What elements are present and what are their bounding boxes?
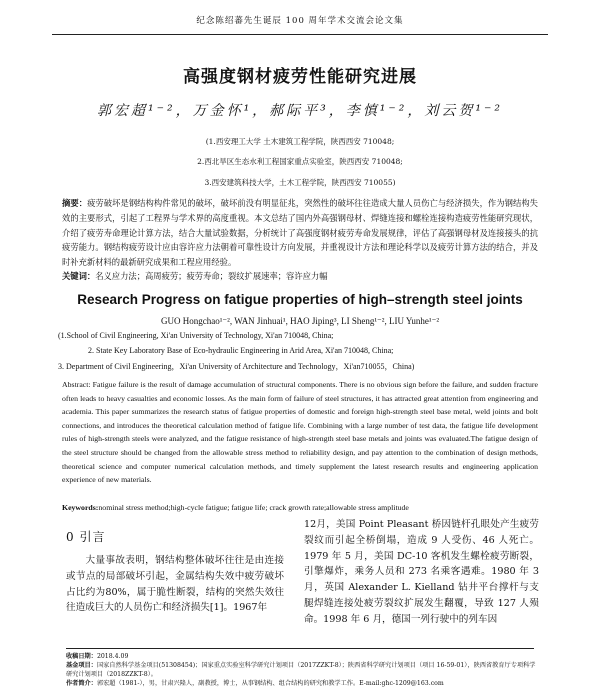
- keywords-chinese: [62, 270, 538, 282]
- abstract-cn-text: 疲劳破坏是钢结构构件常见的破坏，破坏前没有明显征兆，突然性的破坏往往造成大量人员伤亡与经济损失，作为钢结构失效的主要形式，引起了工程界与学术界的高度重视。本文总结了国内外高强钢母材、焊缝连接和螺栓连接构造疲劳性能研究现状，介绍了疲劳寿命理论计算方法，结合大量试验数据，分析统计了高强度钢材疲劳寿命发展规律，评估了高强钢母材及连接接头的抗疲劳能力。钢结构疲劳设计应由容许应力法朝着可靠性设计方向发展，并重视设计方法和理论科学以及疲劳计算方法的结合，并及时补充新材料的最新研究成果和工程应用经验。: [62, 198, 538, 268]
- title-chinese: 高强度钢材疲劳性能研究进展: [183, 67, 417, 87]
- abstract-english: [62, 378, 538, 487]
- body-column-left: [66, 553, 284, 616]
- affiliation-cn-1: (1.西安理工大学 土木建筑工程学院，陕西西安 710048;: [205, 137, 395, 146]
- affiliation-en-3: 3. Department of Civil Engineering，Xi'an University of Architecture and Technology，Xi'an710055，China): [58, 362, 415, 371]
- footnotes: [66, 652, 540, 688]
- affiliation-cn-3: 3.西安建筑科技大学，土木工程学院，陕西西安 710055): [204, 178, 396, 187]
- running-header: 纪念陈绍蕃先生诞辰 100 周年学术交流会论文集: [196, 16, 404, 26]
- footnote-rule: [66, 648, 534, 649]
- affiliation-cn-2: 2.西北旱区生态水利工程国家重点实验室，陕西西安 710048;: [197, 157, 403, 166]
- abstract-en-text: Fatigue failure is the result of damage accumulation of structural components. There is no obvious sign before the failure, and sudden fracture often leads to heavy casualties and economic losses. As the main form of failure of steel structures, it has attracted great attention from engineering and academia. This paper summarizes the research status of fatigue properties of domestic and foreign high-strength steel base metal, weld joints and bolt connections, and introduces the theoretical calculation method of fatigue life. Combining with a large number of test data, the fatigue life development rules of high-strength steels were analyzed, and the fatigue resistance of high-strength steel base metals and joints was evaluated.The fatigue design of the steel structure should be changed from the allowable stress method to reliability design, and pay attention to the combination of design methods, theoretical science and computer numerical calculation methods, and timely supplement the latest research results and engineering application experience of new materials.: [62, 380, 538, 485]
- abstract-cn-label: 摘要：: [62, 198, 88, 208]
- keywords-cn-label: 关键词：: [62, 271, 96, 281]
- keywords-en-label: Keywords:: [62, 503, 99, 512]
- header-rule: [52, 34, 548, 35]
- footnote-funding: 基金项目：国家自然科学基金项目(51308454)；国家重点实验室科学研究计划项目（2017ZZKT-8）；陕西省科学研究计划项目（项目 16-59-01），陕西省教育厅专项科学研究计划项目（2018ZZKT-8）。: [66, 662, 536, 678]
- footnote-received: 收稿日期：2018.4.09: [66, 653, 129, 660]
- keywords-english: [62, 503, 538, 512]
- authors-chinese: 郭宏超¹⁻²，万金怀¹，郝际平³，李慎¹⁻²，刘云贺¹⁻²: [96, 103, 504, 119]
- authors-english: GUO Hongchao¹⁻², WAN Jinhuai¹, HAO Jiping³, LI Sheng¹⁻², LIU Yunhe¹⁻²: [160, 316, 440, 326]
- affiliation-en-1: (1.School of Civil Engineering, Xi'an University of Technology, Xi'an 710048, China;: [58, 331, 334, 340]
- title-english: Research Progress on fatigue properties of high–strength steel joints: [77, 292, 523, 307]
- body-left-text: 大量事故表明，钢结构整体破坏往往是由连接或节点的局部破坏引起，金属结构失效中疲劳破坏占比约为80%，属于脆性断裂，结构的突然失效往往造成巨大的人员伤亡和经济损失[1]。1967年: [66, 555, 284, 614]
- affiliation-en-2: 2. State Key Laboratory Base of Eco-hydraulic Engineering in Arid Area, Xi'an 710048, China;: [88, 346, 394, 355]
- footnote-author: 作者简介：郭宏超（1981-），男，甘肃兴隆人，副教授，博士，从事钢结构、组合结构的研究和教学工作。E-mail:ghc-1209@163.com: [66, 680, 444, 687]
- body-column-right: 12月，美国 Point Pleasant 桥因链杆孔眼处产生疲劳裂纹而引起全桥倒塌，造成 9 人受伤、46 人死亡。1979 年 5 月，美国 DC-10 客机发生螺栓疲劳断裂，引擎爆炸，乘务人员和 273 名乘客遇难。1980 年 3 月，英国 Alexander L. Kielland 钻井平台撑杆与支腿焊缝连接处疲劳裂纹扩展发生翻覆，导致 127 人殒命。1998 年 6 月，德国一列行驶中的列车因: [304, 519, 539, 625]
- abstract-en-label: Abstract:: [62, 380, 91, 389]
- keywords-en-text: nominal stress method;high-cycle fatigue; fatigue life; crack growth rate;allowable stress amplitude: [98, 503, 409, 512]
- keywords-cn-text: 名义应力法；高周疲劳；疲劳寿命；裂纹扩展速率；容许应力幅: [95, 271, 328, 281]
- abstract-chinese: [62, 196, 538, 270]
- section-heading-introduction: 0 引言: [66, 530, 106, 544]
